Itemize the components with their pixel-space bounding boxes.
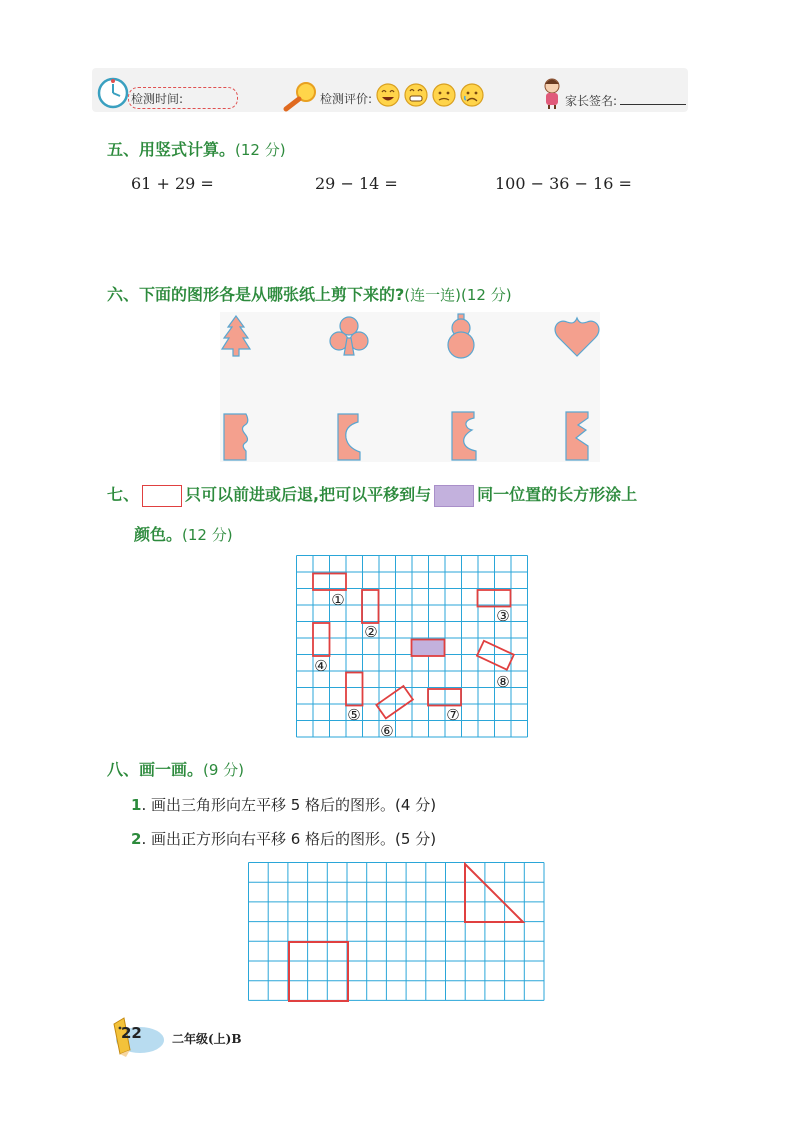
eval-label: 检测评价: xyxy=(320,92,373,106)
unsure-face-icon xyxy=(433,84,455,106)
sign-label: 家长签名: xyxy=(565,94,618,108)
section6-score: (12 分) xyxy=(461,286,512,304)
task2-number: 2 xyxy=(131,830,142,848)
cut-shapes xyxy=(220,312,600,462)
square-shape xyxy=(289,942,348,1001)
section5-title xyxy=(107,137,286,160)
section7-score: (12 分) xyxy=(182,526,233,544)
paper-2 xyxy=(338,414,360,460)
label-7: ⑦ xyxy=(446,706,460,724)
paper-4 xyxy=(566,412,588,460)
section7-prefix: 七、 xyxy=(107,485,140,504)
task1-number: 1 xyxy=(131,796,142,814)
clock-icon xyxy=(96,76,130,110)
section5-score: (12 分) xyxy=(235,141,286,159)
heart-shape xyxy=(555,318,599,356)
label-3: ③ xyxy=(496,607,510,625)
gourd-shape xyxy=(448,314,474,358)
task1-text: . 画出三角形向左平移 5 格后的图形。(4 分) xyxy=(141,796,437,814)
section6-title xyxy=(107,282,512,305)
section7-text3: 颜色。 xyxy=(134,525,183,544)
label-2: ② xyxy=(364,623,378,641)
section8-task2 xyxy=(131,828,436,849)
label-6: ⑥ xyxy=(380,722,394,740)
section5-title-text: 五、用竖式计算。 xyxy=(107,140,236,159)
translation-grid xyxy=(296,555,530,741)
magnifier-icon xyxy=(280,80,320,112)
triangle-shape xyxy=(465,864,523,922)
label-1: ① xyxy=(331,591,345,609)
label-5: ⑤ xyxy=(347,706,361,724)
rect-target xyxy=(412,640,445,657)
rect-2 xyxy=(362,590,379,623)
section8-score: (9 分) xyxy=(203,761,245,779)
rect-8 xyxy=(477,641,514,670)
sad-face-icon xyxy=(461,84,483,106)
section7-line1 xyxy=(107,482,637,507)
section6-title-text: 六、下面的图形各是从哪张纸上剪下来的? xyxy=(107,285,405,304)
section6-hint: (连一连) xyxy=(404,286,462,304)
parent-icon xyxy=(540,76,564,110)
calc-problem-2: 29 − 14 = xyxy=(315,174,398,193)
sign-line[interactable] xyxy=(620,104,686,105)
section7-line2 xyxy=(134,522,233,545)
rect-5 xyxy=(346,673,363,706)
section8-task1 xyxy=(131,794,436,815)
time-label: 检测时间: xyxy=(131,92,184,106)
purple-rectangle-sample xyxy=(434,485,474,507)
calc-problem-3: 100 − 36 − 16 = xyxy=(495,174,632,193)
page-number: 22 xyxy=(121,1024,142,1042)
label-4: ④ xyxy=(314,657,328,675)
label-8: ⑧ xyxy=(496,673,510,691)
section8-title xyxy=(107,757,244,780)
section7-text2: 同一位置的长方形涂上 xyxy=(477,485,638,504)
task2-text: . 画出正方形向右平移 6 格后的图形。(5 分) xyxy=(141,830,437,848)
red-rectangle-sample xyxy=(142,485,182,507)
calc-problem-1: 61 + 29 = xyxy=(131,174,214,193)
face-icons xyxy=(375,82,487,108)
rect-6 xyxy=(376,686,412,718)
section7-text1: 只可以前进或后退,把可以平移到与 xyxy=(185,485,432,504)
grade-label: 二年级(上)B xyxy=(172,1032,242,1046)
grin-face-icon xyxy=(405,84,427,106)
paper-1 xyxy=(224,414,248,460)
tree-shape xyxy=(222,316,250,356)
club-shape xyxy=(330,317,368,355)
laugh-face-icon xyxy=(377,84,399,106)
paper-3 xyxy=(452,412,476,460)
rect-4 xyxy=(313,623,330,656)
section8-title-text: 八、画一画。 xyxy=(107,760,204,779)
drawing-grid[interactable] xyxy=(248,862,548,1004)
